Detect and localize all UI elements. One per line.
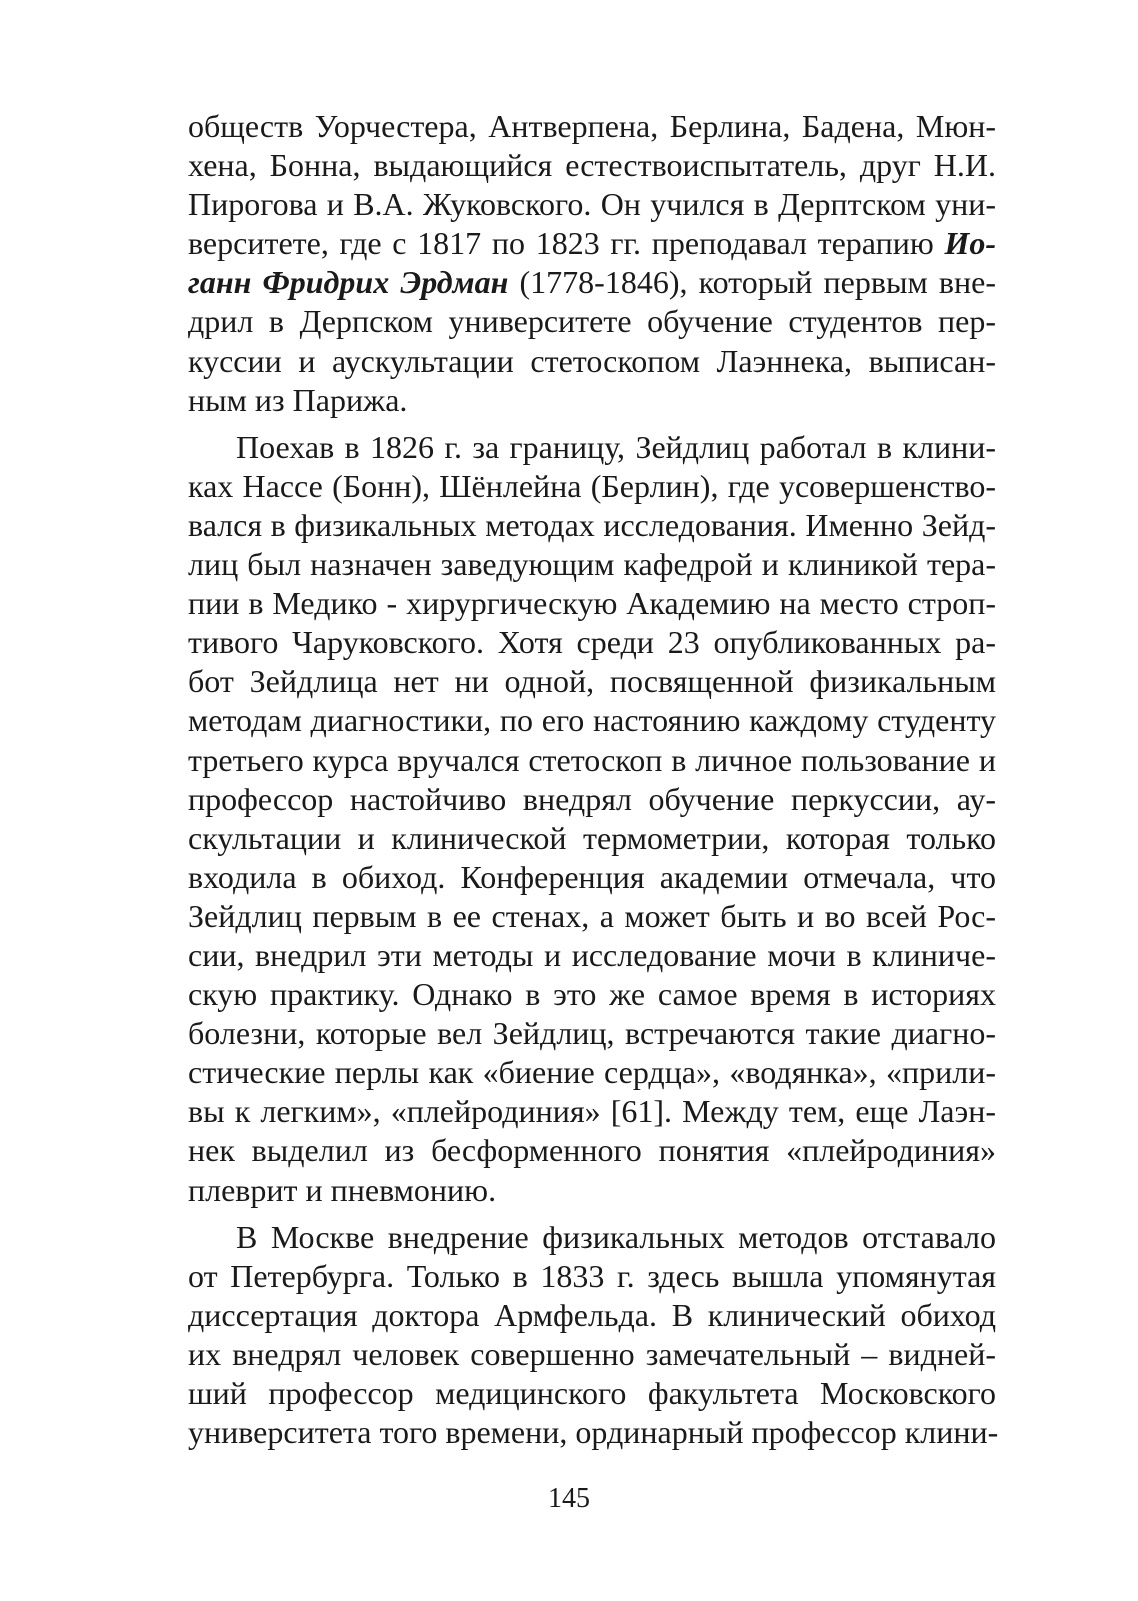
text-line: [188, 1296, 996, 1335]
line-text: ший профессор медицинского факультета Московского: [188, 1375, 996, 1411]
line-text: В Москве внедрение физикальных методов отставало: [236, 1218, 996, 1255]
paragraph: [188, 1218, 999, 1453]
line-text: обществ Уорчестера, Антверпена, Берлина, Бадена, Мюн-: [188, 108, 996, 144]
text-line: [188, 467, 996, 506]
text-line: [188, 1218, 996, 1257]
text-line: [188, 780, 996, 819]
line-text: скую практику. Однако в это же самое время в историях: [188, 976, 996, 1013]
text-line: [188, 224, 996, 263]
paragraph: [188, 428, 996, 1210]
line-text: Пирогова и В.А. Жуковского. Он учился в Дерптском уни-: [188, 186, 996, 223]
line-text: лиц был назначен заведующим кафедрой и клиникой тера-: [188, 546, 996, 583]
line-text: скультации и клинической термометрии, которая только: [188, 819, 996, 856]
line-text: хена, Бонна, выдающийся естествоиспытатель, друг Н.И.: [188, 147, 996, 184]
line-text: Поехав в 1826 г. за границу, Зейдлиц работал в клини-: [236, 428, 996, 465]
line-text: нек выделил из бесформенного понятия «плейродиния»: [188, 1132, 996, 1169]
text-line: [188, 1335, 996, 1374]
line-text: Зейдлиц первым в ее стенах, а может быть и во всей Рос-: [188, 897, 996, 934]
line-text: ках Нассе (Бонн), Шёнлейна (Берлин), где усовершенство-: [188, 467, 996, 504]
emphasized-name: ганн Фридрих Эрдман: [188, 264, 509, 301]
line-text: сии, внедрил эти методы и исследование мочи в клиниче-: [188, 936, 996, 973]
text-line: [188, 107, 996, 146]
line-text: стические перлы как «биение сердца», «водянка», «прили-: [188, 1054, 996, 1091]
line-text: тивого Чаруковского. Хотя среди 23 опубликованных ра-: [188, 624, 996, 661]
line-text: бот Зейдлица нет ни одной, посвященной физикальным: [188, 663, 996, 700]
text-line: [188, 1014, 996, 1053]
body-text: [188, 107, 999, 1452]
text-line: [188, 1131, 996, 1170]
text-line: [188, 146, 996, 185]
line-text: болезни, которые вел Зейдлиц, встречаются такие диагно-: [188, 1015, 996, 1052]
text-line: [188, 897, 996, 936]
line-text: верситете, где с 1817 по 1823 гг. преподавал терапию: [188, 225, 945, 262]
text-line: [188, 1374, 996, 1413]
line-text: вался в физикальных методах исследования. Именно Зейд-: [188, 506, 996, 543]
line-text: от Петербурга. Только в 1833 г. здесь вышла упомянутая: [188, 1257, 996, 1294]
text-line: [188, 1413, 999, 1452]
page-number: 145: [548, 1483, 590, 1514]
text-line: [188, 1171, 996, 1210]
line-text: диссертация доктора Армфельда. В клинический обиход: [188, 1296, 996, 1333]
line-text: их внедрял человек совершенно замечательный – видней-: [188, 1335, 996, 1372]
line-text: ным из Парижа.: [188, 381, 408, 418]
paragraph: [188, 107, 996, 420]
text-line: [188, 701, 996, 740]
text-line: [188, 662, 996, 701]
line-text: дрил в Дерпском университете обучение студентов пер-: [188, 303, 996, 340]
text-line: [188, 1257, 996, 1296]
text-line: [188, 584, 996, 623]
line-text: третьего курса вручался стетоскоп в личное пользование и: [188, 741, 996, 778]
line-text: (1778-1846), который первым вне-: [508, 264, 996, 301]
line-text: вы к легким», «плейродиния» [61]. Между тем, еще Лаэн-: [188, 1093, 996, 1130]
emphasized-name: Ио-: [944, 225, 996, 262]
text-line: [188, 506, 996, 545]
text-line: [188, 428, 996, 467]
text-line: [188, 858, 996, 897]
text-line: [188, 1053, 996, 1092]
text-line: [188, 342, 996, 381]
line-text: университета того времени, ординарный профессор клини-: [188, 1414, 999, 1451]
text-line: [188, 819, 996, 858]
line-text: методам диагностики, по его настоянию каждому студенту: [188, 702, 996, 739]
text-line: [188, 975, 996, 1014]
text-line: [188, 263, 996, 302]
line-text: куссии и аускультации стетоскопом Лаэннека, выписан-: [188, 342, 996, 379]
text-line: [188, 185, 996, 224]
line-text: входила в обиход. Конференция академии отмечала, что: [188, 858, 996, 895]
text-line: [188, 936, 996, 975]
line-text: плеврит и пневмонию.: [188, 1171, 497, 1208]
text-line: [188, 302, 996, 341]
line-text: профессор настойчиво внедрял обучение перкуссии, ау-: [188, 780, 996, 817]
line-text: пии в Медико - хирургическую Академию на место строп-: [188, 585, 996, 622]
text-line: [188, 623, 996, 662]
text-line: [188, 545, 996, 584]
text-line: [188, 1092, 996, 1131]
text-line: [188, 741, 996, 780]
text-line: [188, 381, 996, 420]
